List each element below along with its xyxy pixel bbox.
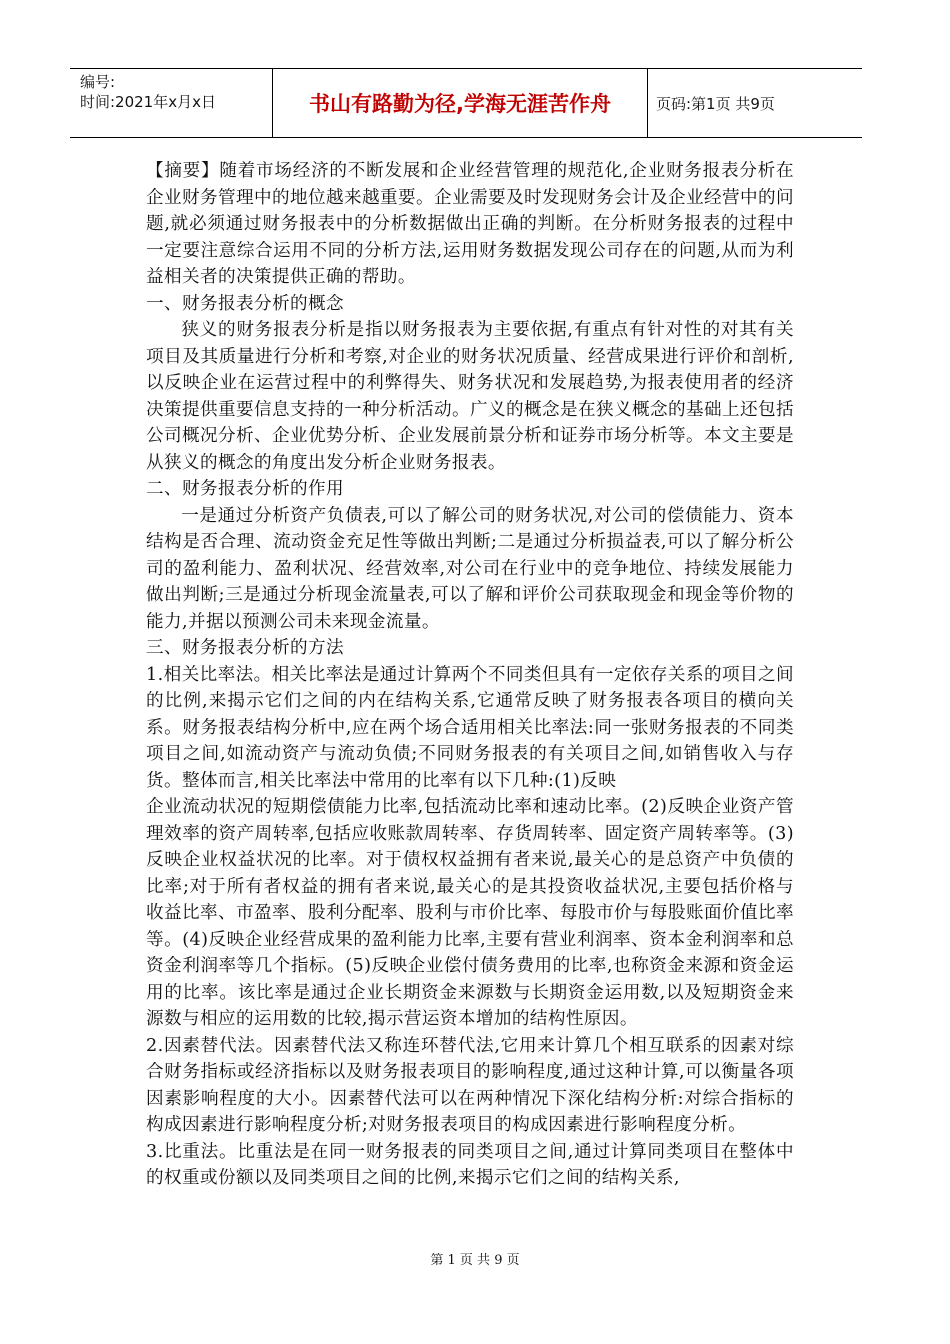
section-heading-3: 三、财务报表分析的方法 <box>146 638 344 658</box>
body-paragraph: 企业流动状况的短期偿债能力比率,包括流动比率和速动比率。(2)反映企业资产管理效率的资产周转率,包括应收账款周转率、存货周转率、固定资产周转率等。(3)反映企业权益状况的比率。对于债权权益拥有者来说,最关心的是总资产中负债的比率;对于所有者权益的拥有者来说,最关心的是其投资收益状况,主要包括价格与收益比率、市盈率、股利分配率、股利与市价比率、每股市价与每股账面价值比率等。(4)反映企业经营成果的盈利能力比率,主要有营业利润率、资本金利润率和总资金利润率等几个指标。(5)反映企业偿付债务费用的比率,也称资金来源和资金运用的比率。该比率是通过企业长期资金来源数与长期资金运用数,以及短期资金来源数与相应的运用数的比较,揭示营运资本增加的结构性原因。 <box>146 797 794 1029</box>
header-meta <box>70 69 273 137</box>
document-number-label: 编号: <box>80 73 116 91</box>
body-paragraph: 一是通过分析资产负债表,可以了解公司的财务状况,对公司的偿债能力、资本结构是否合理、流动资金充足性等做出判断;二是通过分析损益表,可以了解分析公司的盈利能力、盈利状况、经营效率,对公司在行业中的竞争地位、持续发展能力做出判断;三是通过分析现金流量表,可以了解和评价公司获取现金和现金等价物的能力,并据以预测公司未来现金流量。 <box>146 505 794 632</box>
document-body <box>146 158 794 1192</box>
body-paragraph: 3.比重法。比重法是在同一财务报表的同类项目之间,通过计算同类项目在整体中的权重或份额以及同类项目之间的比例,来揭示它们之间的结构关系, <box>146 1141 794 1188</box>
body-paragraph: 狭义的财务报表分析是指以财务报表为主要依据,有重点有针对性的对其有关项目及其质量进行分析和考察,对企业的财务状况质量、经营成果进行评价和剖析,以反映企业在运营过程中的利弊得失、财务状况和发展趋势,为报表使用者的经济决策提供重要信息支持的一种分析活动。广义的概念是在狭义概念的基础上还包括公司概况分析、企业优势分析、企业发展前景分析和证券市场分析等。本文主要是从狭义的概念的角度出发分析企业财务报表。 <box>146 320 794 473</box>
section-heading-2: 二、财务报表分析的作用 <box>146 479 344 499</box>
header-page-label: 页码:第1页 共9页 <box>656 94 775 113</box>
page-header <box>70 68 862 138</box>
body-paragraph: 1.相关比率法。相关比率法是通过计算两个不同类但具有一定依存关系的项目之间的比例,来揭示它们之间的内在结构关系,它通常反映了财务报表各项目的横向关系。财务报表结构分析中,应在两个场合适用相关比率法:同一张财务报表的不同类项目之间,如流动资产与流动负债;不同财务报表的有关项目之间,如销售收入与存货。整体而言,相关比率法中常用的比率有以下几种:(1)反映 <box>146 664 794 791</box>
document-time-label: 时间:2021年x月x日 <box>80 93 216 111</box>
abstract-paragraph: 【摘要】随着市场经济的不断发展和企业经营管理的规范化,企业财务报表分析在企业财务管理中的地位越来越重要。企业需要及时发现财务会计及企业经营中的问题,就必须通过财务报表中的分析数据做出正确的判断。在分析财务报表的过程中一定要注意综合运用不同的分析方法,运用财务数据发现公司存在的问题,从而为利益相关者的决策提供正确的帮助。 <box>146 161 794 287</box>
body-paragraph: 2.因素替代法。因素替代法又称连环替代法,它用来计算几个相互联系的因素对综合财务指标或经济指标以及财务报表项目的影响程度,通过这种计算,可以衡量各项因素影响程度的大小。因素替代法可以在两种情况下深化结构分析:对综合指标的构成因素进行影响程度分析;对财务报表项目的构成因素进行影响程度分析。 <box>146 1035 794 1135</box>
section-heading-1: 一、财务报表分析的概念 <box>146 293 344 314</box>
header-motto: 书山有路勤为径,学海无涯苦作舟 <box>273 69 648 137</box>
page-footer: 第 1 页 共 9 页 <box>430 1253 520 1268</box>
